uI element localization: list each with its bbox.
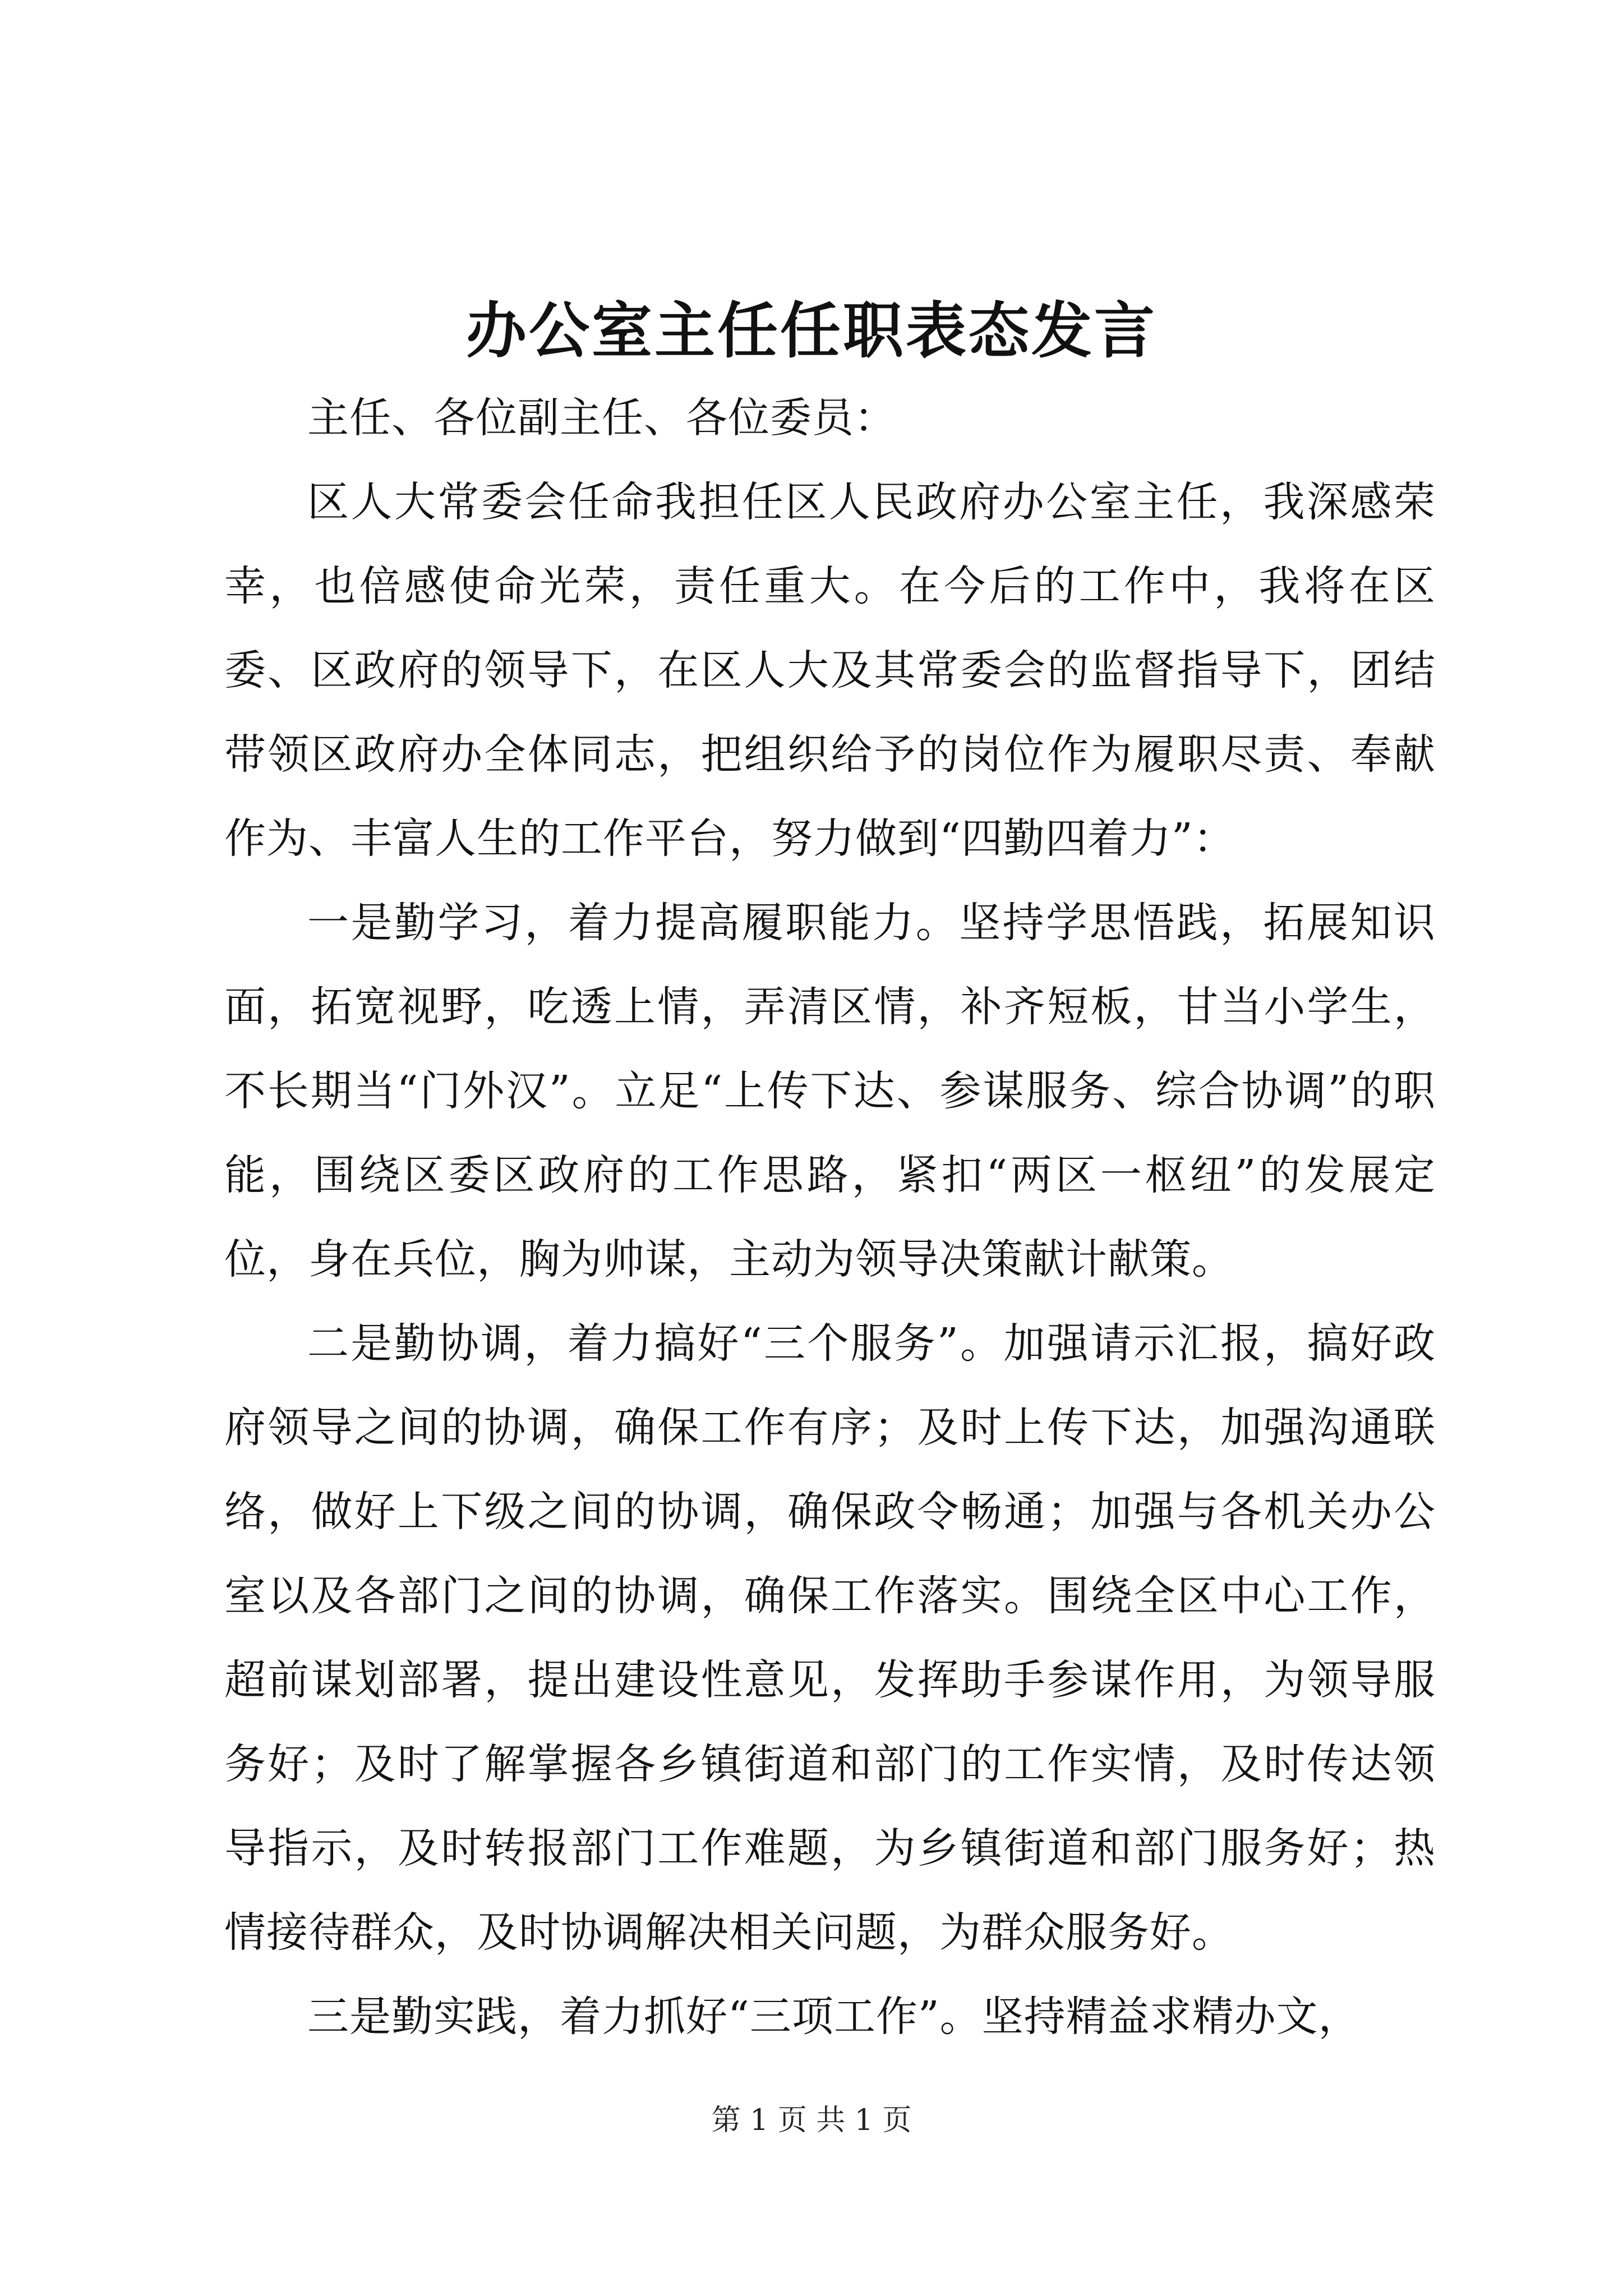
point-three-paragraph: 三是勤实践，着力抓好“三项工作”。坚持精益求精办文， [307,1993,1361,2041]
page-footer: 第 1 页 共 1 页 [711,2104,912,2137]
intro-paragraph: 区人大常委会任命我担任区人民政府办公室主任，我深感荣幸，也倍感使命光荣，责任重大。在今后的工作中，我将在区委、区政府的领导下，在区人大及其常委会的监督指导下，团结带领区政府办全体同志，把组织给予的岗位作为履职尽责、奉献作为、丰富人生的工作平台，努力做到“四勤四着力”： [224,478,1436,863]
salutation-paragraph: 主任、各位副主任、各位委员： [307,394,896,442]
document-title: 办公室主任任职表态发言 [465,296,1157,366]
document-body [224,376,1436,2059]
point-two-paragraph: 二是勤协调，着力搞好“三个服务”。加强请示汇报，搞好政府领导之间的协调，确保工作有序；及时上传下达，加强沟通联络，做好上下级之间的协调，确保政令畅通；加强与各机关办公室以及各部门之间的协调，确保工作落实。围绕全区中心工作，超前谋划部署，提出建设性意见，发挥助手参谋作用，为领导服务好；及时了解掌握各乡镇街道和部门的工作实情，及时传达领导指示，及时转报部门工作难题，为乡镇街道和部门服务好；热情接待群众，及时协调解决相关问题，为群众服务好。 [224,1319,1436,1957]
point-one-paragraph: 一是勤学习，着力提高履职能力。坚持学思悟践，拓展知识面，拓宽视野，吃透上情，弄清区情，补齐短板，甘当小学生，不长期当“门外汉”。立足“上传下达、参谋服务、综合协调”的职能，围绕区委区政府的工作思路，紧扣“两区一枢纽”的发展定位，身在兵位，胸为帅谋，主动为领导决策献计献策。 [224,899,1436,1283]
